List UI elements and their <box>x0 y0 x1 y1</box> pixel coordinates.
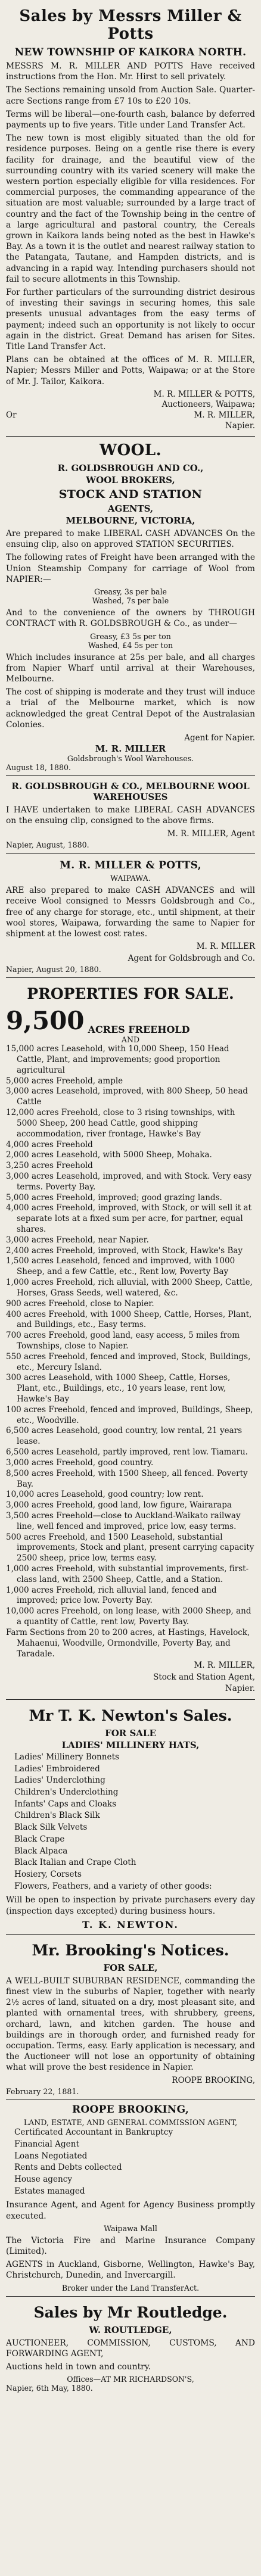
property-listing: 1,000 acres Freehold, rich alluvial, with 2000 Sheep, Cattle, Horses, Grass Seeds, well watered, &c. <box>6 1278 253 1298</box>
property-listing: 2,000 acres Leasehold, with 5000 Sheep, Mohaka. <box>6 1150 212 1160</box>
property-listing: 10,000 acres Freehold, on long lease, with 2000 Sheep, and a quantity of Cattle, rent low, Poverty Bay. <box>6 1606 251 1627</box>
property-listing: 400 acres Freehold, with 1000 Sheep, Cattle, Horses, Plant, and Buildings, etc., Easy terms. <box>6 1309 252 1330</box>
miller-potts-waipawa: M. R. MILLER & POTTS, WAIPAWA. ARE also prepared to make CASH ADVANCES and will receive Wool consigned to Messrs Goldsbrough and Co., free of any charge for storage, etc., until shipment, at their wool stores, Waipawa, forwarding the same to Napier for shipment at the lowest cost rates. M. R. MILLER Agent for Goldsbrough and Co. Napier, August 20, 1880. <box>6 853 255 977</box>
routledge-sales: Sales by Mr Routledge. W. ROUTLEDGE, AUCTIONEER, COMMISSION, CUSTOMS, AND FORWARDING AGENT, Auctions held in town and country. Offices—AT MR RICHARDSON'S, Napier, 6th May, 1880. <box>6 2296 255 2397</box>
intro-paragraph: MESSRS M. R. MILLER AND POTTS Have received instructions from the Hon. Mr. Hirst to sell privately. <box>6 61 255 82</box>
section-header: Sales by Messrs Miller & Potts <box>19 7 242 43</box>
property-listing: 900 acres Freehold, close to Napier. <box>6 1298 154 1309</box>
property-listing: 1,000 acres Freehold, with substantial improvements, first-class land, with 2500 Sheep, Cattle, and a Station. <box>6 1564 249 1584</box>
property-listing: 2,400 acres Freehold, improved, with Stock, Hawke's Bay <box>6 1245 243 1256</box>
paragraph: Terms will be liberal—one-fourth cash, balance by deferred payments up to five years. Title under Land Transfer Act. <box>6 109 255 130</box>
property-listing: 4,000 acres Freehold <box>6 1139 93 1150</box>
property-listing: 3,000 acres Leasehold, improved, with 800 Sheep, 50 head Cattle <box>6 1086 248 1107</box>
property-listing: 700 acres Freehold, good land, easy access, 5 miles from Townships, close to Napier. <box>6 1331 240 1351</box>
newton-item: Hosiery, Corsets <box>14 1870 82 1879</box>
property-listing: 100 acres Freehold, fenced and improved, Buildings, Sheep, etc., Woodville. <box>6 1404 253 1425</box>
brooking-service: Financial Agent <box>14 2139 79 2149</box>
newton-item: Ladies' Underclothing <box>14 1776 105 1786</box>
newton-item-list <box>6 1752 255 1892</box>
section-header: WOOL. <box>99 441 162 460</box>
property-listing: 1,500 acres Leasehold, fenced and improved, with 1000 Sheep, and a few Cattle, etc., Rent low, Poverty Bay <box>6 1256 235 1277</box>
newton-item: Black Crape <box>14 1834 65 1844</box>
signature: M. R. MILLER & POTTS, Auctioneers, Waipawa; Or M. R. MILLER, Napier. <box>6 389 255 431</box>
newton-item: Ladies' Millinery Bonnets <box>14 1752 120 1762</box>
property-listing: 1,000 acres Freehold, rich alluvial land, fenced and improved; price low. Poverty Bay. <box>6 1585 217 1606</box>
goldsbrough-warehouses: R. GOLDSBROUGH & CO., MELBOURNE WOOL WAREHOUSES I HAVE undertaken to make LIBERAL CASH ADVANCES on the ensuing clip, consigned to the above firms. M. R. MILLER, Agent Napier, August, 1880. <box>6 775 255 853</box>
miller-potts-sales <box>6 2 255 436</box>
wool-section: WOOL. R. GOLDSBROUGH AND CO., WOOL BROKERS, STOCK AND STATION AGENTS, MELBOURNE, VICTORIA, Are prepared to make LIBERAL CASH ADVANCES On the ensuing clip, also on approved STATION SECURITIES. The following rates of Freight have been arranged with the Union Steamship Company for carriage of Wool from NAPIER:— Greasy, 3s per bale Washed, 7s per bale And to the convenience of the owners by THROUGH CONTRACT with R. GOLDSBROUGH & Co., as under— Greasy, £3 5s per ton Washed, £4 5s per ton Which includes insurance at 25s per bale, and all charges from Napier Wharf until arrival at their Warehouses, Melbourne. The cost of shipping is moderate and they trust will induce a trial of the Melbourne market, which is now acknowledged the great Central Depot of the Australasian Colonies. Agent for Napier. M. R. MILLER Goldsbrough's Wool Warehouses. August 18, 1880. <box>6 436 255 775</box>
property-listing: 6,500 acres Leasehold, good country, low rental, 21 years lease. <box>6 1426 243 1447</box>
property-listing: 3,000 acres Freehold, good land, low figure, Wairarapa <box>6 1500 232 1510</box>
properties-for-sale: PROPERTIES FOR SALE. 9,500 ACRES FREEHOLD AND 15,000 acres Leasehold, with 10,000 Sheep, 150 Head Cattle, Plant, and improvements; good proportion agricultural 5,000 acres Freehold, ample 3,000 acres Leasehold, improved, with 800 Sheep, 50 head Cattle 12,000 acres Freehold, close to 3 rising townships, with 5000 Sheep, 200 head Cattle, good shipping accommodation, river frontage, Hawke's Bay 4,000 acres Freehold 2,000 acres Leasehold, with 5000 Sheep, Mohaka. 3,250 acres Freehold 3,000 acres Leasehold, improved, and with Stock. Very easy terms. Poverty Bay. 5,000 acres Freehold, improved; good grazing lands. 4,000 acres Freehold, improved, with Stock, or will sell it at separate lots at a fixed sum per acre, for partner, equal shares. 3,000 acres Freehold, near Napier. 2,400 acres Freehold, improved, with Stock, Hawke's Bay 1,500 acres Leasehold, fenced and improved, with 1000 Sheep, and a few Cattle, etc., Rent low, Poverty Bay 1,000 acres Freehold, rich alluvial, with 2000 Sheep, Cattle, Horses, Grass Seeds, well watered, &c. 900 acres Freehold, close to Napier. 400 acres Freehold, with 1000 Sheep, Cattle, Horses, Plant, and Buildings, etc., Easy terms. 700 acres Freehold, good land, easy access, 5 miles from Townships, close to Napier. 550 acres Freehold, fenced and improved, Stock, Buildings, etc., Mercury Island. 300 acres Leasehold, with 1000 Sheep, Cattle, Horses, Plant, etc., Buildings, etc., 10 years lease, rent low, Hawke's Bay 100 acres Freehold, fenced and improved, Buildings, Sheep, etc., Woodville. 6,500 acres Leasehold, good country, low rental, 21 years lease. 6,500 acres Leasehold, partly improved, rent low. Tiamaru. 3,000 acres Freehold, good country. 8,500 acres Freehold, with 1500 Sheep, all fenced. Poverty Bay. 10,000 acres Leasehold, good country; low rent. 3,000 acres Freehold, good land, low figure, Wairarapa 3,500 acres Freehold—close to Auckland-Waikato railway line, well fenced and improved, price low, easy terms. 500 acres Freehold, and 1500 Leasehold, substantial improvements, Stock and plant, present carrying capacity 2500 sheep, price low, terms easy. 1,000 acres Freehold, with substantial improvements, first-class land, with 2500 Sheep, Cattle, and a Station. 1,000 acres Freehold, rich alluvial land, fenced and improved; price low. Poverty Bay. 10,000 acres Freehold, on long lease, with 2000 Sheep, and a quantity of Cattle, rent low, Poverty Bay. Farm Sections from 20 to 200 acres, at Hastings, Havelock, Mahaenui, Woodville, Ormondville, Poverty Bay, and Taradale. M. R. MILLER, Stock and Station Agent, Napier. <box>6 977 255 1699</box>
paragraph: For further particulars of the surrounding district desirous of investing their savings in securing homes, this sale presents unusual advantages from the easy terms of payment; indeed such an opportunity is not likely to occur again in the district. Great Demand has arisen for Sites. Title Land Transfer Act. <box>6 288 255 352</box>
paragraph: The Sections remaining unsold from Auction Sale. Quarter-acre Sections range from £7 10s to £20 10s. <box>6 85 255 106</box>
property-listing: 500 acres Freehold, and 1500 Leasehold, substantial improvements, Stock and plant, present carrying capacity 2500 sheep, price low, terms easy. <box>6 1532 254 1563</box>
property-listing: 8,500 acres Freehold, with 1500 Sheep, all fenced. Poverty Bay. <box>6 1468 248 1489</box>
property-listing: 4,000 acres Freehold, improved, with Stock, or will sell it at separate lots at a fixed sum per acre, for partner, equal shares. <box>6 1203 251 1235</box>
property-listing: Farm Sections from 20 to 200 acres, at Hastings, Havelock, Mahaenui, Woodville, Ormondville, Poverty Bay, and Taradale. <box>6 1627 250 1659</box>
brooking-service: Rents and Debts collected <box>14 2163 122 2173</box>
newton-item: Infants' Caps and Cloaks <box>14 1799 117 1809</box>
brooking-service: Certificated Accountant in Bankruptcy <box>14 2128 173 2138</box>
newton-item: Black Italian and Crape Cloth <box>14 1858 136 1868</box>
newton-item: Flowers, Feathers, and a variety of other goods: <box>14 1881 212 1891</box>
property-listing: 300 acres Leasehold, with 1000 Sheep, Cattle, Horses, Plant, etc., Buildings, etc., 10 years lease, rent low, Hawke's Bay <box>6 1373 231 1404</box>
property-listing: 3,250 acres Freehold <box>6 1161 93 1171</box>
property-listing: 3,500 acres Freehold—close to Auckland-Waikato railway line, well fenced and improved, price low, easy terms. <box>6 1510 241 1531</box>
property-listing: 15,000 acres Leasehold, with 10,000 Sheep, 150 Head Cattle, Plant, and improvements; good proportion agricultural <box>6 1044 229 1075</box>
newton-sales: Mr T. K. Newton's Sales. FOR SALE LADIES' MILLINERY HATS, Ladies' Millinery Bonnets Ladies' Embroidered Ladies' Underclothing Children's Underclothing Infants' Caps and Cloaks Children's Black Silk Black Silk Velvets Black Crape Black Alpaca Black Italian and Crape Cloth Hosiery, Corsets Flowers, Feathers, and a variety of other goods: Will be open to inspection by private purchasers every day (inspection days excepted) during business hours. T. K. NEWTON. <box>6 1699 255 1934</box>
brooking-service: House agency <box>14 2175 73 2184</box>
property-listing: 3,000 acres Freehold, near Napier. <box>6 1235 149 1245</box>
brooking-notices: Mr. Brooking's Notices. FOR SALE, A WELL-BUILT SUBURBAN RESIDENCE, commanding the finest view in the suburbs of Napier, together with nearly 2½ acres of land, situated on a dry, most pleasant site, and planted with ornamental trees, with shrubbery, greens, orchard, lawn, and kitchen garden. The house and buildings are in thorough order, and furnished ready for occupation. Terms, easy. Early application is necessary, and the Auctioneer will not lose an opportunity of obtaining what will prove the best residence in Napier. ROOPE BROOKING, February 22, 1881. ROOPE BROOKING, LAND, ESTATE, AND GENERAL COMMISSION AGENT, Certificated Accountant in Bankruptcy Financial Agent Loans Negotiated Rents and Debts collected House agency Estates managed Insurance Agent, and Agent for Agency Business promptly executed. Waipawa Mall The Victoria Fire and Marine Insurance Company (Limited). AGENTS in Auckland, Gisborne, Wellington, Hawke's Bay, Christchurch, Dunedin, and Invercargill. Broker under the Land TransferAct. <box>6 1934 255 2296</box>
property-list <box>6 1044 255 1659</box>
property-listing: 5,000 acres Freehold, improved; good grazing lands. <box>6 1192 222 1203</box>
newton-item: Ladies' Embroidered <box>14 1764 100 1774</box>
property-listing: 550 acres Freehold, fenced and improved, Stock, Buildings, etc., Mercury Island. <box>6 1351 251 1372</box>
newton-item: Black Silk Velvets <box>14 1823 88 1833</box>
paragraph: The new town is most eligibly situated than the old for residence purposes. Being on a gentle rise there is every facility for drainage, and the beautiful view of the surrounding country with its varied scenery will make the western portion especially eligible for villa residences. For commercial purposes, the commanding appearance of the situation are most valuable; surrounded by a large tract of country and the fact of the Township being in the centre of a large agricultural and pastoral country, the Cereals grown in Kaikora lands being noted as the best in Hawke's Bay. As a town it is the outlet and nearest railway station to the Patangata, Tautane, and Hampden districts, and is advancing in a rapid way. Intending purchasers should not fail to secure allotments in this Township. <box>6 133 255 284</box>
paragraph: Plans can be obtained at the offices of M. R. MILLER, Napier; Messrs Miller and Potts, Waipawa; or at the Store of Mr. J. Tailor, Kaikora. <box>6 355 255 387</box>
newton-item: Children's Black Silk <box>14 1811 100 1821</box>
property-listing: 5,000 acres Freehold, ample <box>6 1076 123 1086</box>
brooking-item-list <box>6 2127 255 2197</box>
newton-item: Children's Underclothing <box>14 1787 119 1798</box>
property-listing: 3,000 acres Freehold, good country. <box>6 1457 154 1468</box>
section-title: NEW TOWNSHIP OF KAIKORA NORTH. <box>14 46 247 58</box>
brooking-service: Estates managed <box>14 2186 85 2196</box>
property-listing: 12,000 acres Freehold, close to 3 rising townships, with 5000 Sheep, 200 head Cattle, good shipping accommodation, river frontage, Hawke's Bay <box>6 1108 235 1139</box>
property-listing: 3,000 acres Leasehold, improved, and with Stock. Very easy terms. Poverty Bay. <box>6 1171 252 1192</box>
newton-item: Black Alpaca <box>14 1846 68 1856</box>
property-listing: 10,000 acres Leasehold, good country; low rent. <box>6 1490 204 1500</box>
brooking-service: Loans Negotiated <box>14 2151 88 2161</box>
property-listing: 6,500 acres Leasehold, partly improved, rent low. Tiamaru. <box>6 1447 248 1457</box>
